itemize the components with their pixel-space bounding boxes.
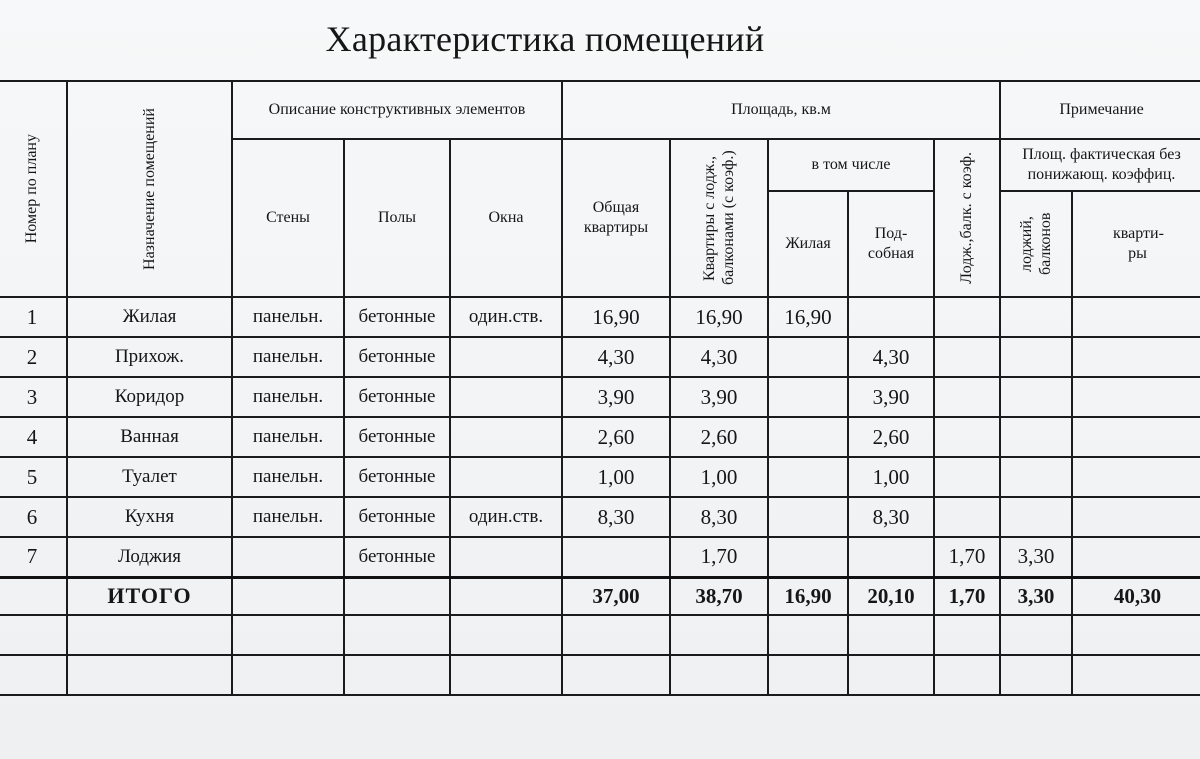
- cell-with-loggia: 1,00: [670, 457, 768, 497]
- header-including: в том числе: [768, 139, 934, 191]
- header-living: Жилая: [768, 191, 848, 297]
- table-row: [0, 377, 1200, 417]
- cell-room-name: Туалет: [67, 457, 232, 497]
- header-row-1: [0, 81, 1200, 139]
- cell-fact-apartment: [1072, 337, 1200, 377]
- cell-total-area: 2,60: [562, 417, 670, 457]
- cell-living: [768, 337, 848, 377]
- cell-number: 2: [0, 337, 67, 377]
- cell-room-name: Кухня: [67, 497, 232, 537]
- cell-living: 16,90: [768, 297, 848, 337]
- cell-windows: [450, 537, 562, 577]
- cell-auxiliary: [848, 297, 934, 337]
- cell-room-name: Коридор: [67, 377, 232, 417]
- cell-total-area: 8,30: [562, 497, 670, 537]
- total-with-loggia-sum: 38,70: [670, 577, 768, 615]
- cell-walls: панельн.: [232, 497, 344, 537]
- cell-with-loggia: 3,90: [670, 377, 768, 417]
- header-with-loggia: Квартиры с лодж., балконами (с коэф.): [670, 139, 768, 297]
- cell-auxiliary: 8,30: [848, 497, 934, 537]
- cell-fact-apartment: [1072, 537, 1200, 577]
- cell-living: [768, 497, 848, 537]
- cell-living: [768, 537, 848, 577]
- cell-living: [768, 377, 848, 417]
- total-area-sum: 37,00: [562, 577, 670, 615]
- cell-fact-loggia: [1000, 457, 1072, 497]
- total-fact-apartment-sum: 40,30: [1072, 577, 1200, 615]
- cell-loggia-coef: [934, 297, 1000, 337]
- cell-loggia-coef: [934, 337, 1000, 377]
- cell-number: 3: [0, 377, 67, 417]
- cell-total-area: [562, 537, 670, 577]
- cell-empty: [344, 577, 450, 615]
- header-apartments: кварти-ры: [1072, 191, 1200, 297]
- cell-room-name: Лоджия: [67, 537, 232, 577]
- header-note: Примечание: [1000, 81, 1200, 139]
- cell-fact-apartment: [1072, 497, 1200, 537]
- cell-loggia-coef: [934, 417, 1000, 457]
- header-loggias-balconies: лоджий, балконов: [1000, 191, 1072, 297]
- cell-total-area: 16,90: [562, 297, 670, 337]
- cell-loggia-coef: [934, 377, 1000, 417]
- cell-auxiliary: 2,60: [848, 417, 934, 457]
- rooms-table: [0, 80, 1200, 696]
- cell-floors: бетонные: [344, 337, 450, 377]
- cell-with-loggia: 8,30: [670, 497, 768, 537]
- cell-room-name: Жилая: [67, 297, 232, 337]
- total-auxiliary-sum: 20,10: [848, 577, 934, 615]
- cell-walls: панельн.: [232, 337, 344, 377]
- table-row: [0, 537, 1200, 577]
- cell-floors: бетонные: [344, 497, 450, 537]
- cell-windows: [450, 417, 562, 457]
- cell-number: 4: [0, 417, 67, 457]
- cell-total-area: 1,00: [562, 457, 670, 497]
- cell-walls: панельн.: [232, 457, 344, 497]
- cell-with-loggia: 2,60: [670, 417, 768, 457]
- header-loggia-coef: Лодж.,балк. с коэф.: [934, 139, 1000, 297]
- cell-walls: панельн.: [232, 417, 344, 457]
- cell-empty: [450, 577, 562, 615]
- cell-auxiliary: 1,00: [848, 457, 934, 497]
- cell-windows: [450, 377, 562, 417]
- header-area: Площадь, кв.м: [562, 81, 1000, 139]
- cell-with-loggia: 16,90: [670, 297, 768, 337]
- cell-with-loggia: 4,30: [670, 337, 768, 377]
- cell-total-area: 4,30: [562, 337, 670, 377]
- cell-fact-loggia: [1000, 497, 1072, 537]
- table-row: [0, 297, 1200, 337]
- empty-row: [0, 655, 1200, 695]
- header-floors: Полы: [344, 139, 450, 297]
- cell-living: [768, 417, 848, 457]
- cell-fact-loggia: [1000, 337, 1072, 377]
- total-loggia-coef-sum: 1,70: [934, 577, 1000, 615]
- header-plan-number: Номер по плану: [0, 81, 67, 297]
- cell-fact-apartment: [1072, 417, 1200, 457]
- total-row: [0, 577, 1200, 615]
- total-fact-loggia-sum: 3,30: [1000, 577, 1072, 615]
- cell-fact-loggia: [1000, 297, 1072, 337]
- header-room-purpose: Назначение помещений: [67, 81, 232, 297]
- cell-loggia-coef: [934, 457, 1000, 497]
- cell-floors: бетонные: [344, 377, 450, 417]
- total-living-sum: 16,90: [768, 577, 848, 615]
- cell-fact-loggia: [1000, 377, 1072, 417]
- header-auxiliary: Под-собная: [848, 191, 934, 297]
- cell-total-area: 3,90: [562, 377, 670, 417]
- cell-floors: бетонные: [344, 537, 450, 577]
- table-row: [0, 337, 1200, 377]
- cell-fact-loggia: [1000, 417, 1072, 457]
- cell-floors: бетонные: [344, 457, 450, 497]
- cell-loggia-coef: 1,70: [934, 537, 1000, 577]
- empty-row: [0, 615, 1200, 655]
- cell-auxiliary: [848, 537, 934, 577]
- cell-walls: панельн.: [232, 377, 344, 417]
- cell-walls: [232, 537, 344, 577]
- cell-living: [768, 457, 848, 497]
- cell-fact-loggia: 3,30: [1000, 537, 1072, 577]
- cell-windows: [450, 337, 562, 377]
- table-row: [0, 457, 1200, 497]
- cell-fact-apartment: [1072, 297, 1200, 337]
- cell-windows: [450, 457, 562, 497]
- cell-walls: панельн.: [232, 297, 344, 337]
- document-title: Характеристика помещений: [325, 19, 765, 59]
- cell-auxiliary: 3,90: [848, 377, 934, 417]
- cell-windows: один.ств.: [450, 497, 562, 537]
- cell-loggia-coef: [934, 497, 1000, 537]
- cell-number: 1: [0, 297, 67, 337]
- header-construction: Описание конструктивных элементов: [232, 81, 562, 139]
- header-walls: Стены: [232, 139, 344, 297]
- table-row: [0, 497, 1200, 537]
- header-windows: Окна: [450, 139, 562, 297]
- cell-number: 5: [0, 457, 67, 497]
- cell-fact-apartment: [1072, 377, 1200, 417]
- cell-with-loggia: 1,70: [670, 537, 768, 577]
- header-total-apartment: Общая квартиры: [562, 139, 670, 297]
- cell-number: 7: [0, 537, 67, 577]
- cell-number: 6: [0, 497, 67, 537]
- table-row: [0, 417, 1200, 457]
- cell-floors: бетонные: [344, 417, 450, 457]
- header-actual-area: Площ. фактическая без понижающ. коэффиц.: [1000, 139, 1200, 191]
- cell-empty: [0, 577, 67, 615]
- cell-empty: [232, 577, 344, 615]
- total-label: ИТОГО: [67, 577, 232, 615]
- cell-room-name: Ванная: [67, 417, 232, 457]
- cell-room-name: Прихож.: [67, 337, 232, 377]
- cell-windows: один.ств.: [450, 297, 562, 337]
- cell-auxiliary: 4,30: [848, 337, 934, 377]
- cell-floors: бетонные: [344, 297, 450, 337]
- cell-fact-apartment: [1072, 457, 1200, 497]
